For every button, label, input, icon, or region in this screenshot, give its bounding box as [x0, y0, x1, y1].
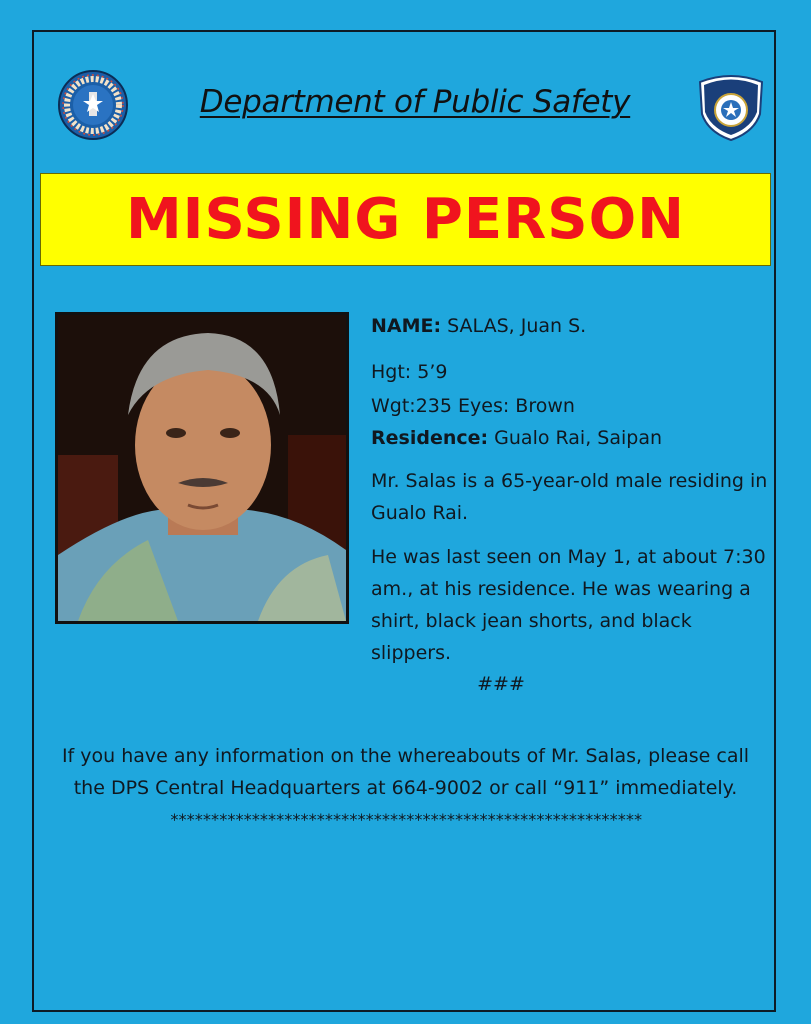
height-row: Hgt: 5’9 [371, 361, 448, 383]
cnmi-seal-icon [58, 70, 128, 140]
name-label: NAME: [371, 315, 442, 337]
department-title: Department of Public Safety [199, 84, 631, 120]
weight-eyes-row: Wgt:235 Eyes: Brown [371, 395, 575, 417]
star-divider: ********************************************************** [169, 810, 642, 829]
banner-title: MISSING PERSON [125, 187, 686, 252]
name-value: SALAS, Juan S. [447, 315, 587, 337]
residence-row [371, 425, 771, 451]
name-row [371, 313, 771, 339]
person-photo [55, 312, 349, 624]
description-text: Mr. Salas is a 65-year-old male residing in Gualo Rai. [371, 470, 768, 524]
residence-label: Residence: [371, 427, 489, 449]
contact-info [40, 740, 771, 804]
contact-line-1: If you have any information on the whereabouts of Mr. Salas, please call [61, 745, 750, 767]
contact-line-2: the DPS Central Headquarters at 664-9002 or call “911” immediately. [73, 777, 738, 799]
person-details [371, 313, 771, 669]
residence-value: Gualo Rai, Saipan [494, 427, 663, 449]
last-seen-text: He was last seen on May 1, at about 7:30 am., at his residence. He was wearing a shirt, black jean shorts, and black slippers. [371, 546, 766, 664]
header [0, 62, 811, 162]
separator: ### [477, 673, 525, 695]
missing-person-banner [40, 173, 771, 266]
dps-badge-icon [694, 68, 768, 142]
